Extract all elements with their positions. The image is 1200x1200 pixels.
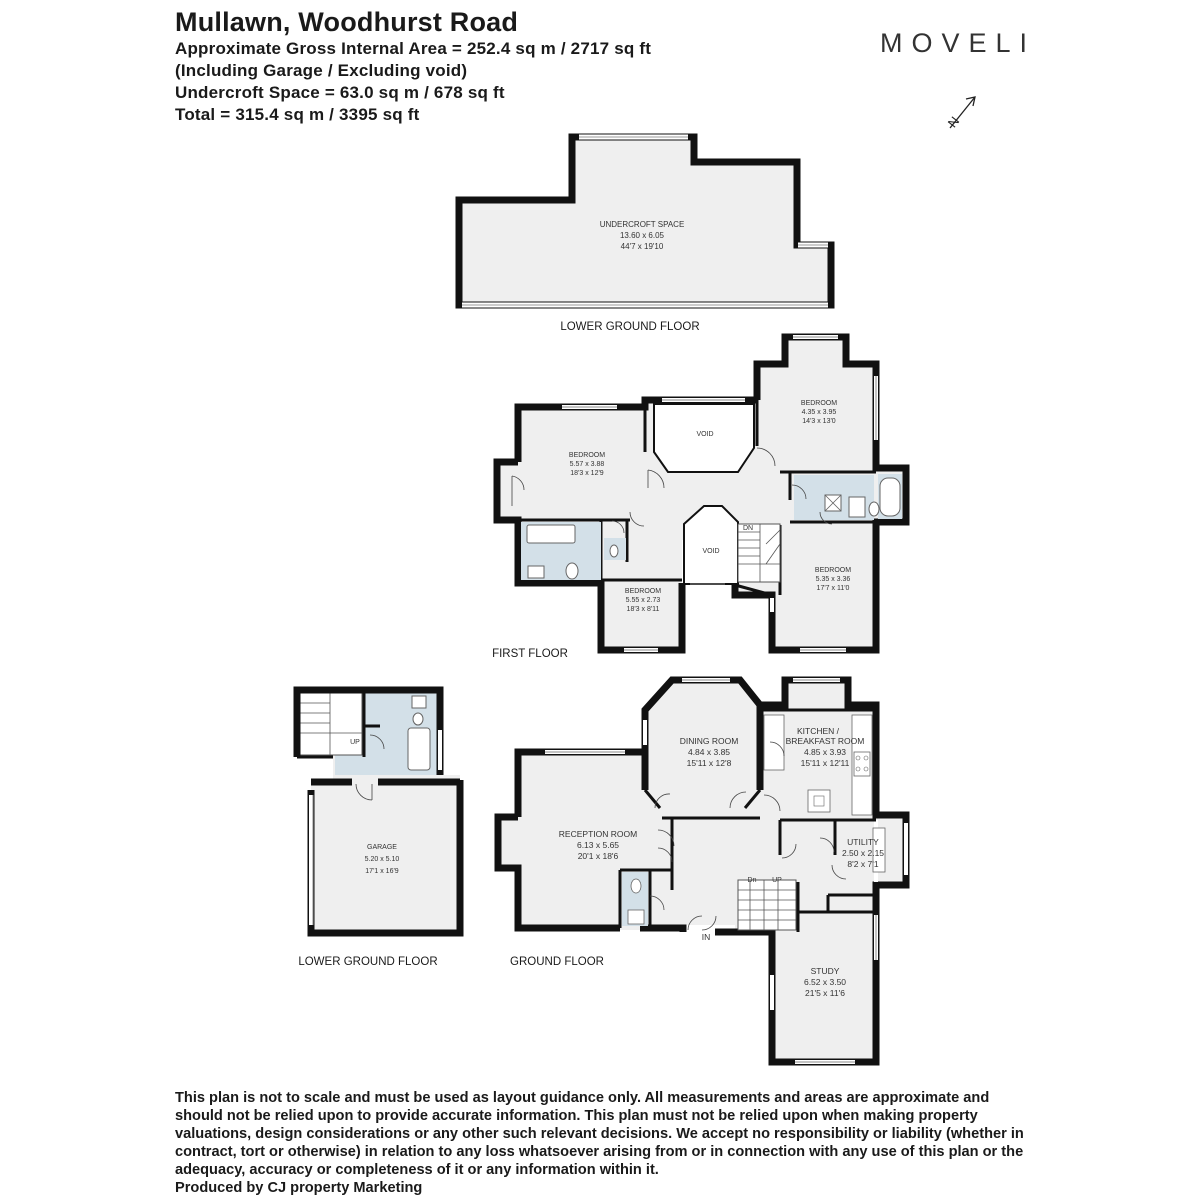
reception-room-metric: 6.13 x 5.65 — [576, 840, 620, 850]
bedroom2-metric: 4.35 x 3.95 — [801, 409, 837, 416]
utility-metric: 2.50 x 2.15 — [841, 848, 885, 858]
undercroft-metric: 13.60 x 6.05 — [619, 231, 665, 240]
total-area-line: Total = 315.4 sq m / 3395 sq ft — [175, 105, 420, 124]
kitchen-label-1: KITCHEN / — [796, 726, 840, 736]
producer-credit: Produced by CJ property Marketing — [175, 1180, 423, 1196]
undercroft-imperial: 44'7 x 19'10 — [620, 242, 664, 251]
bedroom1-imperial: 18'3 x 12'9 — [570, 470, 604, 477]
bedroom3-metric: 5.55 x 2.73 — [625, 597, 661, 604]
first-floor — [497, 337, 906, 650]
bedroom4-metric: 5.35 x 3.36 — [815, 576, 851, 583]
kitchen-imperial: 15'11 x 12'11 — [800, 758, 850, 768]
dining-room-imperial: 15'11 x 12'8 — [686, 758, 732, 768]
first-floor-stairs-label: DN — [742, 525, 754, 532]
bedroom4-label: BEDROOM — [814, 567, 852, 574]
bedroom2-label: BEDROOM — [800, 400, 838, 407]
reception-room-label: RECEPTION ROOM — [558, 829, 638, 839]
compass-north-icon — [945, 97, 975, 130]
gross-area-line: Approximate Gross Internal Area = 252.4 sq m / 2717 sq ft — [175, 39, 652, 58]
dining-room-label: DINING ROOM — [679, 736, 739, 746]
disclaimer — [175, 1089, 1035, 1197]
undercroft-floor — [459, 137, 831, 305]
floor-label-ground: GROUND FLOOR — [510, 956, 604, 968]
reception-room-imperial: 20'1 x 18'6 — [577, 851, 619, 861]
floor-label-lower-ground-bottom: LOWER GROUND FLOOR — [298, 956, 438, 968]
floor-label-lower-ground-top: LOWER GROUND FLOOR — [560, 321, 700, 333]
utility-label: UTILITY — [847, 837, 879, 847]
garage-imperial: 17'1 x 16'9 — [365, 868, 399, 875]
bedroom3-imperial: 18'3 x 8'11 — [626, 606, 660, 613]
garage-label: GARAGE — [367, 844, 397, 851]
disclaimer-text: This plan is not to scale and must be used as layout guidance only. All measurements and areas are approximate and should not be relied upon to provide accurate information. This plan must not be relied upon when making property valuations, design considerations or any other such relevant decisions. We accept no responsibility or liability (whether in contract, tort or otherwise) in relation to any loss whatsoever arising from or in connection with any use of this plan or the adequacy, accuracy or completeness of it or any information within it. — [175, 1090, 1024, 1178]
kitchen-metric: 4.85 x 3.93 — [803, 747, 847, 757]
bedroom1-metric: 5.57 x 3.88 — [569, 461, 605, 468]
study-metric: 6.52 x 3.50 — [803, 977, 847, 987]
garage-stairs-label: UP — [350, 739, 360, 746]
kitchen-label-2: BREAKFAST ROOM — [785, 736, 865, 746]
dining-room-metric: 4.84 x 3.85 — [687, 747, 731, 757]
undercroft-area-line: Undercroft Space = 63.0 sq m / 678 sq ft — [175, 83, 505, 102]
area-note-line: (Including Garage / Excluding void) — [175, 61, 468, 80]
void-lower-label: VOID — [702, 548, 720, 555]
lower-ground-garage-floor — [297, 690, 460, 933]
utility-imperial: 8'2 x 7'1 — [847, 859, 879, 869]
floor-label-first: FIRST FLOOR — [492, 648, 568, 660]
moveli-logo: MOVELI — [880, 28, 1037, 58]
undercroft-label: UNDERCROFT SPACE — [599, 220, 685, 229]
bedroom2-imperial: 14'3 x 13'0 — [802, 418, 836, 425]
study-label: STUDY — [810, 966, 840, 976]
bedroom1-label: BEDROOM — [568, 452, 606, 459]
ground-stairs-up-label: UP — [772, 877, 782, 884]
bedroom4-imperial: 17'7 x 11'0 — [816, 585, 850, 592]
compass-label: N — [944, 113, 963, 131]
entrance-label: IN — [701, 932, 711, 942]
garage-metric: 5.20 x 5.10 — [364, 856, 400, 863]
bedroom3-label: BEDROOM — [624, 588, 662, 595]
void-upper-label: VOID — [696, 431, 714, 438]
ground-floor — [498, 680, 906, 1062]
ground-stairs-down-label: Dn — [747, 877, 757, 884]
study-imperial: 21'5 x 11'6 — [805, 988, 845, 998]
property-title: Mullawn, Woodhurst Road — [175, 7, 519, 37]
